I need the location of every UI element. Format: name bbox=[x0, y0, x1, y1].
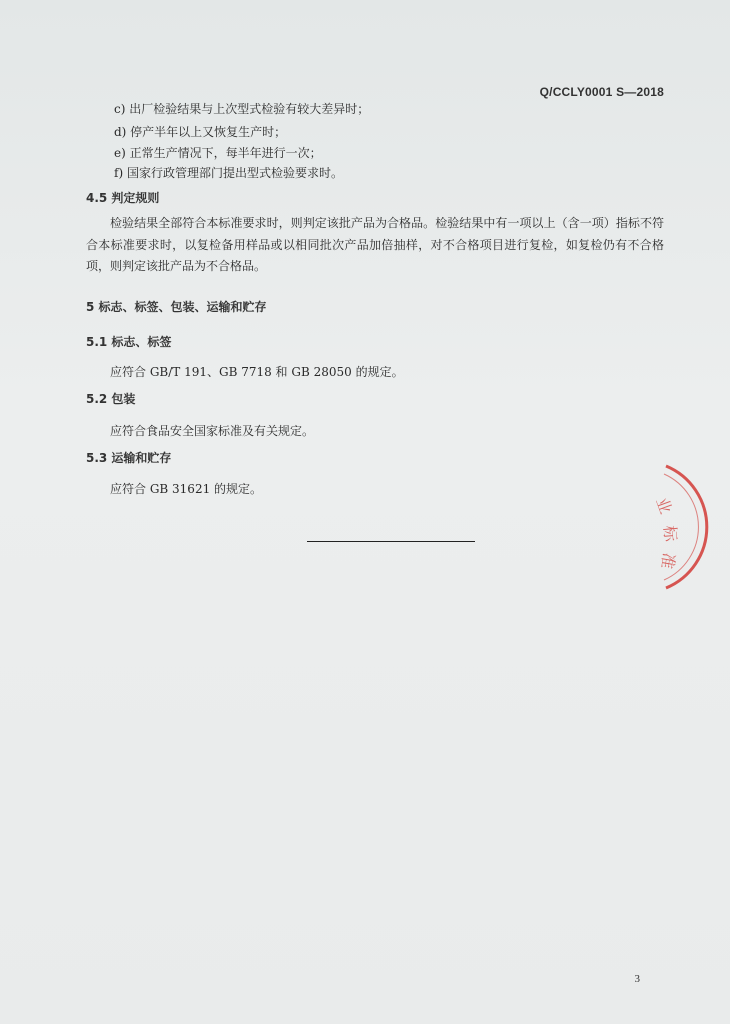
list-item-f: f) 国家行政管理部门提出型式检验要求时。 bbox=[114, 166, 343, 180]
section-heading-5-3: 5.3 运输和贮存 bbox=[86, 451, 172, 465]
red-seal-stamp bbox=[634, 460, 730, 590]
page-number: 3 bbox=[634, 973, 640, 985]
paragraph-4-5: 检验结果全部符合本标准要求时，则判定该批产品为合格品。检验结果中有一项以上（含一项）指标不符合本标准要求时，以复检备用样品或以相同批次产品加倍抽样，对不合格项目进行复检，如复检仍有不合格项，则判定该批产品为不合格品。 bbox=[86, 216, 664, 273]
svg-text:业: 业 bbox=[652, 494, 676, 517]
section-heading-5: 5 标志、标签、包装、运输和贮存 bbox=[86, 300, 267, 314]
section-heading-5-1: 5.1 标志、标签 bbox=[86, 335, 172, 349]
svg-text:标: 标 bbox=[660, 524, 681, 543]
paragraph-5-3: 应符合 GB 31621 的规定。 bbox=[110, 482, 263, 496]
list-item-d: d) 停产半年以上又恢复生产时； bbox=[114, 125, 287, 139]
list-item-e: e) 正常生产情况下，每半年进行一次； bbox=[114, 146, 322, 160]
paragraph-5-1: 应符合 GB/T 191、GB 7718 和 GB 28050 的规定。 bbox=[110, 365, 404, 379]
end-divider bbox=[307, 541, 475, 542]
paragraph-5-2: 应符合食品安全国家标准及有关规定。 bbox=[110, 424, 315, 438]
section-heading-5-2: 5.2 包装 bbox=[86, 392, 136, 406]
section-heading-4-5: 4.5 判定规则 bbox=[86, 191, 160, 205]
standard-code: Q/CCLY0001 S—2018 bbox=[539, 85, 664, 99]
svg-text:准: 准 bbox=[657, 551, 679, 571]
list-item-c: c) 出厂检验结果与上次型式检验有较大差异时； bbox=[114, 102, 370, 116]
